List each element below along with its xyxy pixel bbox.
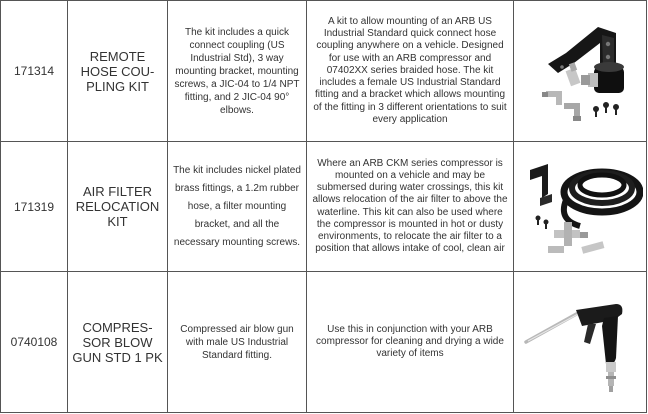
product-name: REMOTE HOSE COU-PLING KIT xyxy=(68,1,168,142)
product-description: Use this in conjunction with your ARB compressor for cleaning and drying a wide variety of items xyxy=(307,272,514,413)
kit-contents: The kit includes nickel plated brass fittings, a 1.2m rubber hose, a filter mounting bracket, and all the necessary mounting screws. xyxy=(168,142,307,272)
kit-contents: Compressed air blow gun with male US Industrial Standard fitting. xyxy=(168,272,307,413)
part-number: 171314 xyxy=(1,1,68,142)
table-row xyxy=(1,272,647,413)
kit-contents: The kit includes a quick connect coupling (US Industrial Std), 3 way mounting bracket, mounting screws, a JIC-04 to 1/4 NPT fitting, and 2 JIC-04 90° elbows. xyxy=(168,1,307,142)
part-number: 171319 xyxy=(1,142,68,272)
product-name: COMPRES-SOR BLOW GUN STD 1 PK xyxy=(68,272,168,413)
product-name: AIR FILTER RELOCATION KIT xyxy=(68,142,168,272)
part-number: 0740108 xyxy=(1,272,68,413)
product-description: A kit to allow mounting of an ARB US Industrial Standard quick connect hose coupling anywhere on a vehicle. Designed for use with an ARB compressor and 07402XX series braided hose. The kit includes a female US Industrial Standard fitting and a bracket which allows mounting of the fitting in 3 different orientations to suit every application xyxy=(307,1,514,142)
air-filter-kit-photo-icon xyxy=(518,148,643,266)
table-row xyxy=(1,142,647,272)
coupling-kit-photo-icon xyxy=(518,9,643,134)
table-row xyxy=(1,1,647,142)
product-image-cell xyxy=(514,142,647,272)
product-image-cell xyxy=(514,1,647,142)
product-description: Where an ARB CKM series compressor is mounted on a vehicle and may be submersed during water crossings, this kit allows relocation of the air filter to above the waterline. This kit can also be used where the compressor is mounted in hot or dusty environments, to relocate the air filter to a position that allows intake of cool, clean air xyxy=(307,142,514,272)
product-image-cell xyxy=(514,272,647,413)
blow-gun-photo-icon xyxy=(518,282,643,402)
